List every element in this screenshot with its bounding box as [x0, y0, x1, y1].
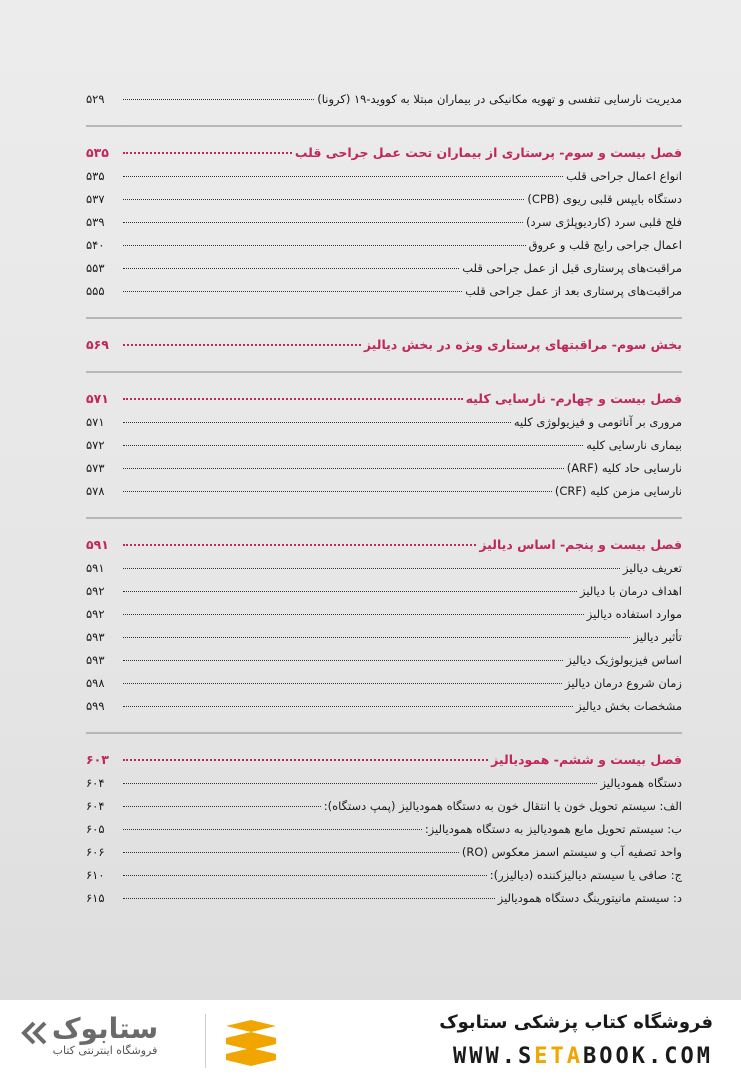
toc-entry: موارد استفاده دیالیز ۵۹۲	[86, 607, 682, 621]
toc-entry: تعریف دیالیز ۵۹۱	[86, 561, 682, 575]
chapter-heading: فصل بیست و ششم- همودیالیز ۶۰۳	[86, 752, 682, 767]
toc-entry: زمان شروع درمان دیالیز ۵۹۸	[86, 676, 682, 690]
toc-entry: الف: سیستم تحویل خون یا انتقال خون به دستگاه همودیالیز (پمپ دستگاه): ۶۰۴	[86, 799, 682, 813]
toc-entry: انواع اعمال جراحی قلب ۵۳۵	[86, 169, 682, 183]
section-divider	[86, 732, 682, 734]
toc-entry: نارسایی مزمن کلیه (CRF) ۵۷۸	[86, 484, 682, 498]
toc-entry: اساس فیزیولوژیک دیالیز ۵۹۳	[86, 653, 682, 667]
section-divider	[86, 317, 682, 319]
chevrons-icon	[18, 1020, 48, 1046]
toc-entry: ب: سیستم تحویل مایع همودیالیز به دستگاه همودیالیز: ۶۰۵	[86, 822, 682, 836]
toc-entry: فلج قلبی سرد (کاردیوپلژی سرد) ۵۳۹	[86, 215, 682, 229]
toc-entry: اهداف درمان با دیالیز ۵۹۲	[86, 584, 682, 598]
toc-entry: واحد تصفیه آب و سیستم اسمز معکوس (RO) ۶۰۶	[86, 845, 682, 859]
toc-entry: مراقبت‌های پرستاری بعد از عمل جراحی قلب ۵۵۵	[86, 284, 682, 298]
toc-entry: مراقبت‌های پرستاری قبل از عمل جراحی قلب ۵۵۳	[86, 261, 682, 275]
chapter-heading: فصل بیست و پنجم- اساس دیالیز ۵۹۱	[86, 537, 682, 552]
toc-entry: مشخصات بخش دیالیز ۵۹۹	[86, 699, 682, 713]
toc-entry: مدیریت نارسایی تنفسی و تهویه مکانیکی در بیماران مبتلا به کووید-۱۹ (کرونا) ۵۲۹	[86, 92, 682, 106]
part-heading: بخش سوم- مراقبتهای پرستاری ویژه در بخش دیالیز ۵۶۹	[86, 337, 682, 352]
section-divider	[86, 371, 682, 373]
toc-entry: تأثیر دیالیز ۵۹۳	[86, 630, 682, 644]
chapter-heading: فصل بیست و چهارم- نارسایی کلیه ۵۷۱	[86, 391, 682, 406]
toc-entry: بیماری نارسایی کلیه ۵۷۲	[86, 438, 682, 452]
toc-entry: دستگاه همودیالیز ۶۰۴	[86, 776, 682, 790]
section-divider	[86, 517, 682, 519]
store-banner	[0, 1000, 741, 1080]
toc-entry: ج: صافی یا سیستم دیالیزکننده (دیالیزر): ۶۱۰	[86, 868, 682, 882]
logo-tagline: فروشگاه اینترنتی کتاب	[52, 1044, 158, 1057]
toc-entry: نارسایی حاد کلیه (ARF) ۵۷۳	[86, 461, 682, 475]
book-stack-icon	[222, 1018, 280, 1068]
toc-entry: اعمال جراحی رایج قلب و عروق ۵۴۰	[86, 238, 682, 252]
table-of-contents	[86, 92, 682, 914]
section-divider	[86, 125, 682, 127]
toc-entry: مروری بر آناتومی و فیزیولوژی کلیه ۵۷۱	[86, 415, 682, 429]
store-name: فروشگاه کتاب پزشکی ستابوک	[439, 1012, 713, 1033]
chapter-heading: فصل بیست و سوم- پرستاری از بیماران تحت عمل جراحی قلب ۵۳۵	[86, 145, 682, 160]
toc-entry: دستگاه بایپس قلبی ریوی (CPB) ۵۳۷	[86, 192, 682, 206]
banner-divider	[205, 1014, 206, 1068]
logo-wordmark: ستابوک	[51, 1012, 159, 1045]
toc-entry: د: سیستم مانیتورینگ دستگاه همودیالیز ۶۱۵	[86, 891, 682, 905]
store-url[interactable]: WWW.SETABOOK.COM	[453, 1044, 713, 1069]
